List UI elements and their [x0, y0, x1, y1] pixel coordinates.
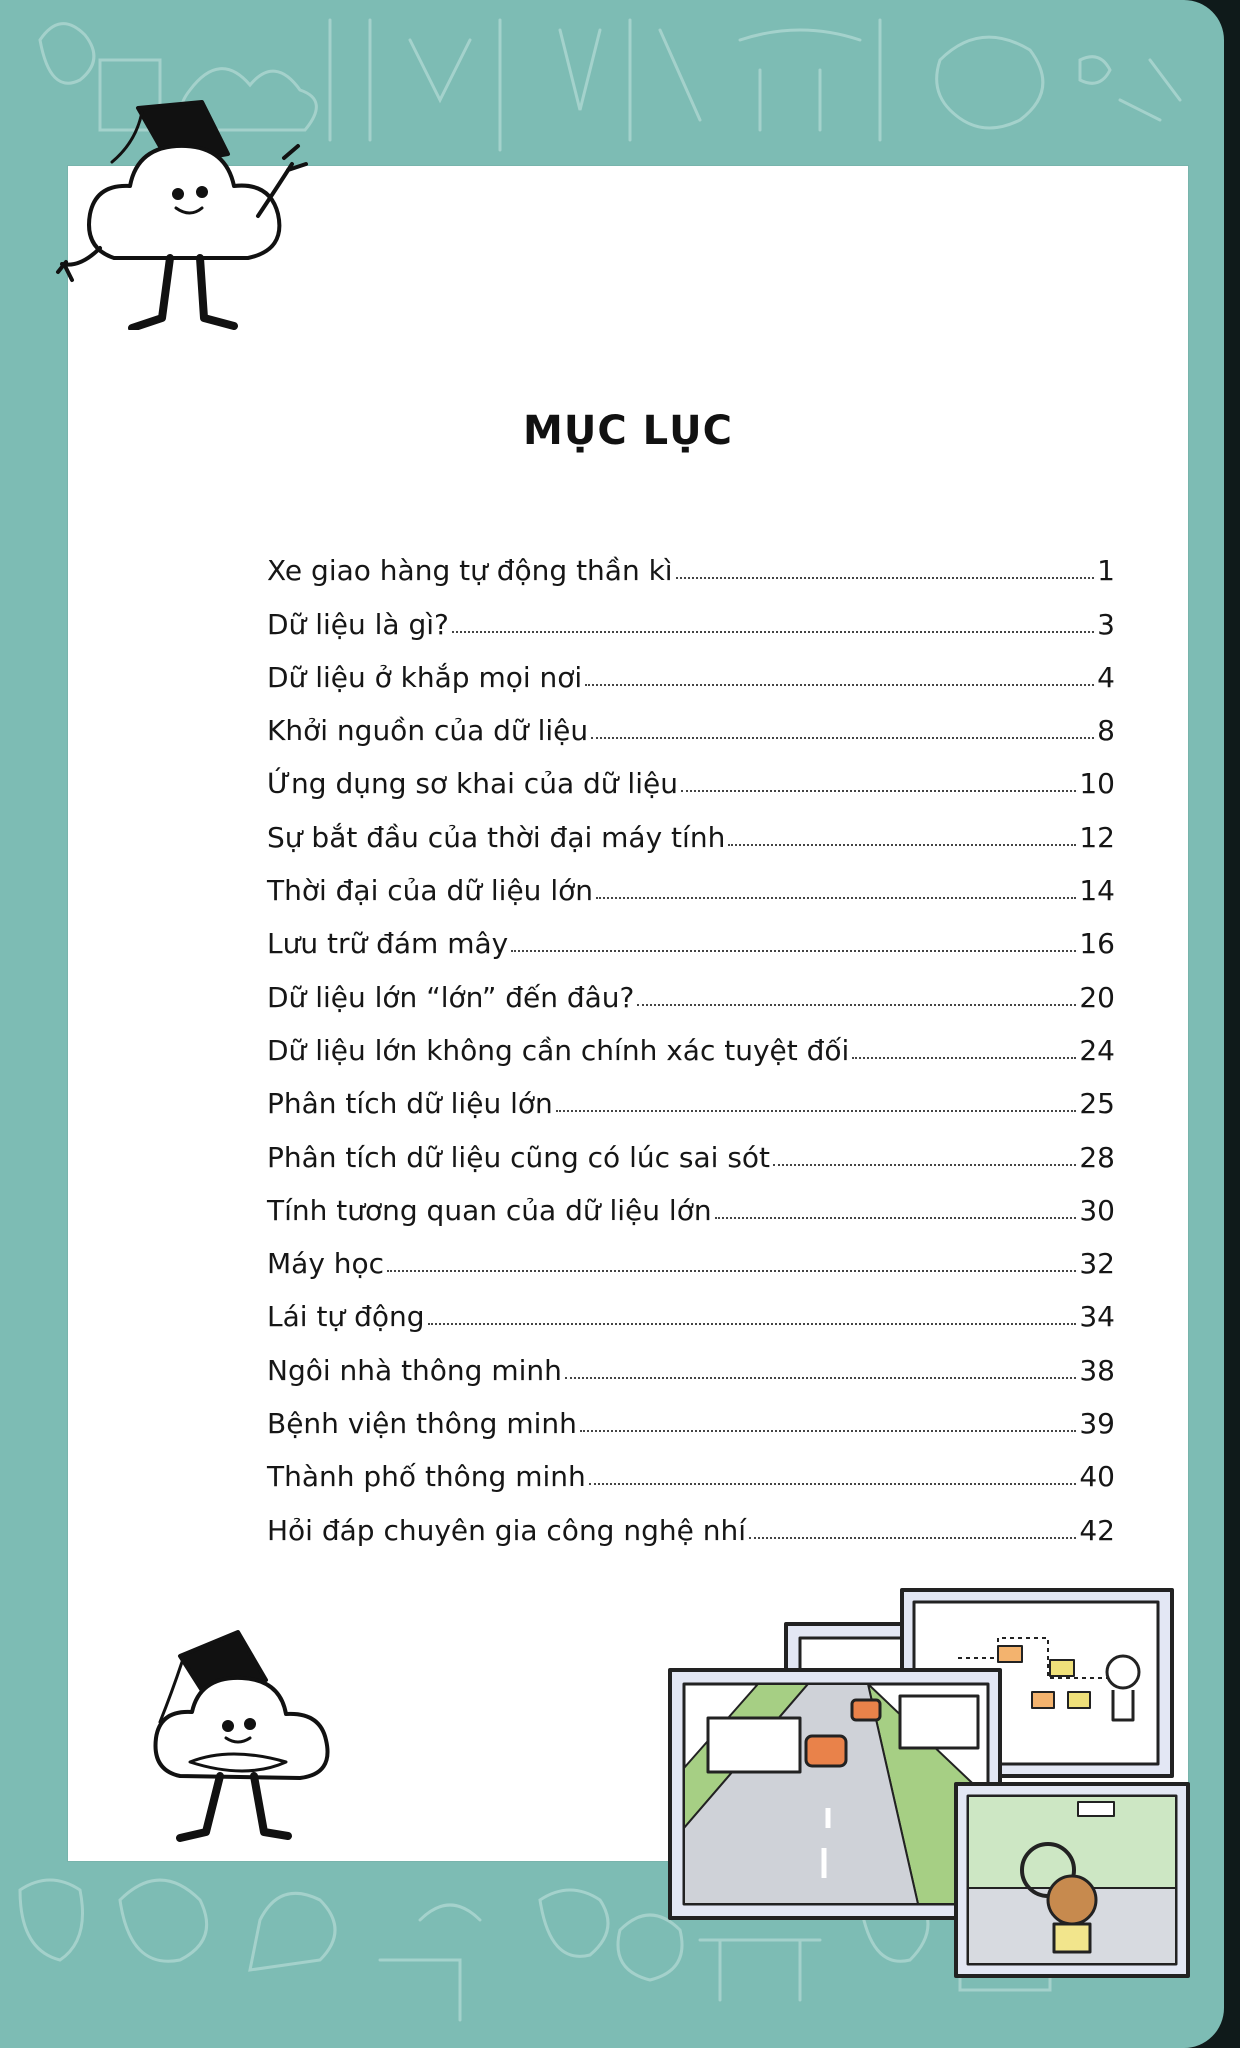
toc-entry-page: 3: [1097, 607, 1115, 641]
toc-entry-page: 4: [1097, 660, 1115, 694]
dot-leader: [852, 1057, 1076, 1059]
toc-entry-page: 42: [1079, 1513, 1115, 1547]
dot-leader: [591, 737, 1094, 739]
toc-entry-title: Dữ liệu lớn không cần chính xác tuyệt đối: [267, 1033, 850, 1067]
toc-entry-page: 40: [1079, 1460, 1115, 1494]
toc-entry[interactable]: [267, 1120, 1115, 1173]
toc-entry-title: Sự bắt đầu của thời đại máy tính: [267, 820, 726, 854]
dot-leader: [681, 790, 1076, 792]
toc-entry-page: 1: [1097, 554, 1115, 588]
toc-entry-title: Lưu trữ đám mây: [267, 927, 509, 961]
toc-entry-title: Tính tương quan của dữ liệu lớn: [267, 1193, 712, 1227]
dot-leader: [585, 684, 1094, 686]
toc-entry[interactable]: [267, 854, 1115, 907]
toc-entry[interactable]: [267, 534, 1115, 587]
toc-entry-title: Dữ liệu là gì?: [267, 607, 449, 641]
dot-leader: [596, 897, 1076, 899]
dot-leader: [773, 1164, 1076, 1166]
toc-entry-title: Thành phố thông minh: [267, 1460, 586, 1494]
toc-entry[interactable]: [267, 1174, 1115, 1227]
toc-entry[interactable]: [267, 800, 1115, 853]
toc-entry[interactable]: [267, 1280, 1115, 1333]
dot-leader: [676, 577, 1095, 579]
toc-entry-page: 8: [1097, 714, 1115, 748]
dot-leader: [749, 1537, 1076, 1539]
toc-entry-title: Khởi nguồn của dữ liệu: [267, 714, 589, 748]
toc-entry-page: 34: [1079, 1300, 1115, 1334]
toc-entry-title: Dữ liệu ở khắp mọi nơi: [267, 660, 583, 694]
toc-entry-title: Thời đại của dữ liệu lớn: [267, 874, 593, 908]
toc-entry-title: Ứng dụng sơ khai của dữ liệu: [267, 767, 678, 801]
dot-leader: [452, 631, 1094, 633]
toc-entry-title: Bệnh viện thông minh: [267, 1407, 577, 1441]
toc-entry-title: Phân tích dữ liệu cũng có lúc sai sót: [267, 1140, 771, 1174]
dot-leader: [589, 1483, 1077, 1485]
dot-leader: [728, 844, 1076, 846]
toc-entry[interactable]: [267, 960, 1115, 1013]
toc-entry-page: 16: [1079, 927, 1115, 961]
toc-entry[interactable]: [267, 1227, 1115, 1280]
table-of-contents: [267, 534, 1115, 1547]
toc-entry[interactable]: [267, 587, 1115, 640]
toc-entry-page: 25: [1079, 1087, 1115, 1121]
toc-entry-page: 12: [1079, 820, 1115, 854]
toc-entry-page: 38: [1079, 1353, 1115, 1387]
toc-entry[interactable]: [267, 1014, 1115, 1067]
dot-leader: [637, 1004, 1076, 1006]
dot-leader: [580, 1430, 1076, 1432]
toc-entry-title: Hỏi đáp chuyên gia công nghệ nhí: [267, 1513, 747, 1547]
toc-entry-title: Phân tích dữ liệu lớn: [267, 1087, 553, 1121]
toc-entry[interactable]: [267, 1387, 1115, 1440]
toc-entry[interactable]: [267, 747, 1115, 800]
toc-page: [68, 166, 1188, 1861]
dot-leader: [387, 1270, 1076, 1272]
toc-entry-page: 28: [1079, 1140, 1115, 1174]
toc-entry[interactable]: [267, 641, 1115, 694]
toc-entry-page: 32: [1079, 1247, 1115, 1281]
cloud-mascot-waving-icon: [52, 98, 324, 330]
toc-entry-page: 20: [1079, 980, 1115, 1014]
toc-entry-title: Lái tự động: [267, 1300, 425, 1334]
toc-entry-page: 10: [1079, 767, 1115, 801]
toc-entry-title: Máy học: [267, 1247, 385, 1281]
toc-entry[interactable]: [267, 1067, 1115, 1120]
toc-entry-title: Xe giao hàng tự động thần kì: [267, 554, 673, 588]
page-title: MỤC LỤC: [523, 408, 733, 454]
dot-leader: [511, 950, 1076, 952]
dot-leader: [428, 1323, 1077, 1325]
toc-entry-title: Ngôi nhà thông minh: [267, 1353, 562, 1387]
toc-entry-page: 30: [1079, 1193, 1115, 1227]
toc-entry-page: 39: [1079, 1407, 1115, 1441]
toc-entry[interactable]: [267, 907, 1115, 960]
toc-entry[interactable]: [267, 694, 1115, 747]
toc-entry-page: 24: [1079, 1033, 1115, 1067]
cloud-mascot-arms-crossed-icon: [150, 1626, 350, 1846]
dot-leader: [556, 1110, 1077, 1112]
dot-leader: [565, 1377, 1076, 1379]
toc-entry-title: Dữ liệu lớn “lớn” đến đâu?: [267, 980, 635, 1014]
toc-entry[interactable]: [267, 1493, 1115, 1546]
toc-entry-page: 14: [1079, 874, 1115, 908]
toc-entry[interactable]: [267, 1333, 1115, 1386]
toc-entry[interactable]: [267, 1440, 1115, 1493]
dot-leader: [715, 1217, 1077, 1219]
self-driving-car-screens-illustration: [668, 1588, 1198, 1980]
